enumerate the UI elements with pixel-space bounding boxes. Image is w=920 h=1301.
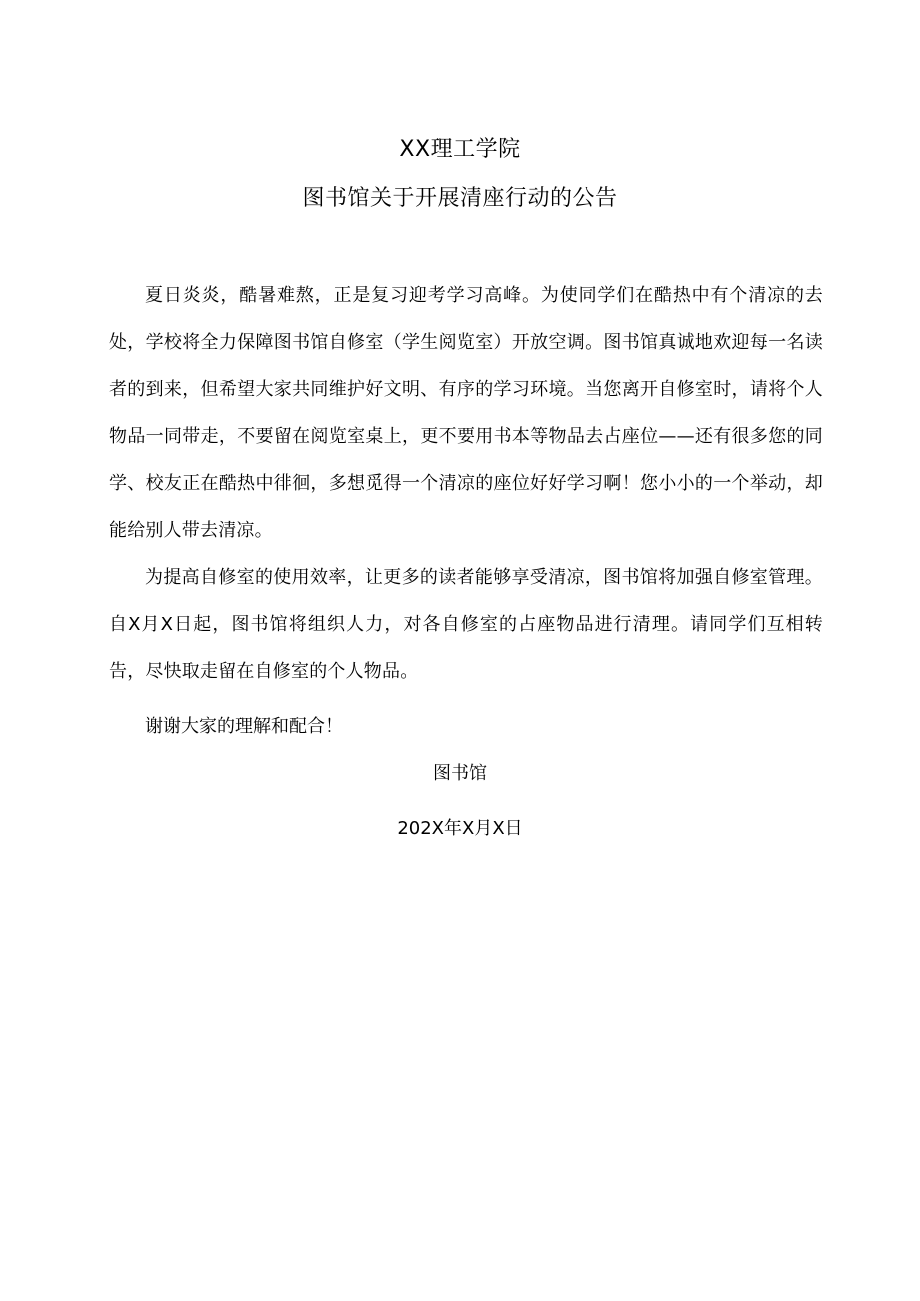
- signature: 图书馆: [433, 763, 487, 784]
- closing-thanks: 谢谢大家的理解和配合！: [145, 716, 343, 737]
- body-paragraph-1: 夏日炎炎，酷暑难熬，正是复习迎考学习高峰。为使同学们在酷热中有个清凉的去处，学校将全力保障图书馆自修室（学生阅览室）开放空调。图书馆真诚地欢迎每一名读者的到来，但希望大家共同维护好文明、有序的学习环境。当您离开自修室时，请将个人物品一同带走，不要留在阅览室桌上，更不要用书本等物品去占座位——还有很多您的同学、校友正在酷热中徘徊，多想觅得一个清凉的座位好好学习啊！您小小的一个举动，却能给别人带去清凉。: [109, 285, 823, 541]
- title-block: [0, 132, 920, 217]
- notice-title: 图书馆关于开展清座行动的公告: [302, 186, 618, 211]
- notice-body: [109, 272, 823, 695]
- notice-date: 202X年X月X日: [397, 818, 523, 839]
- institution-name: XX理工学院: [399, 137, 521, 162]
- body-paragraph-2: 为提高自修室的使用效率，让更多的读者能够享受清凉，图书馆将加强自修室管理。自X月X日起，图书馆将组织人力，对各自修室的占座物品进行清理。请同学们互相转告，尽快取走留在自修室的个人物品。: [109, 567, 823, 682]
